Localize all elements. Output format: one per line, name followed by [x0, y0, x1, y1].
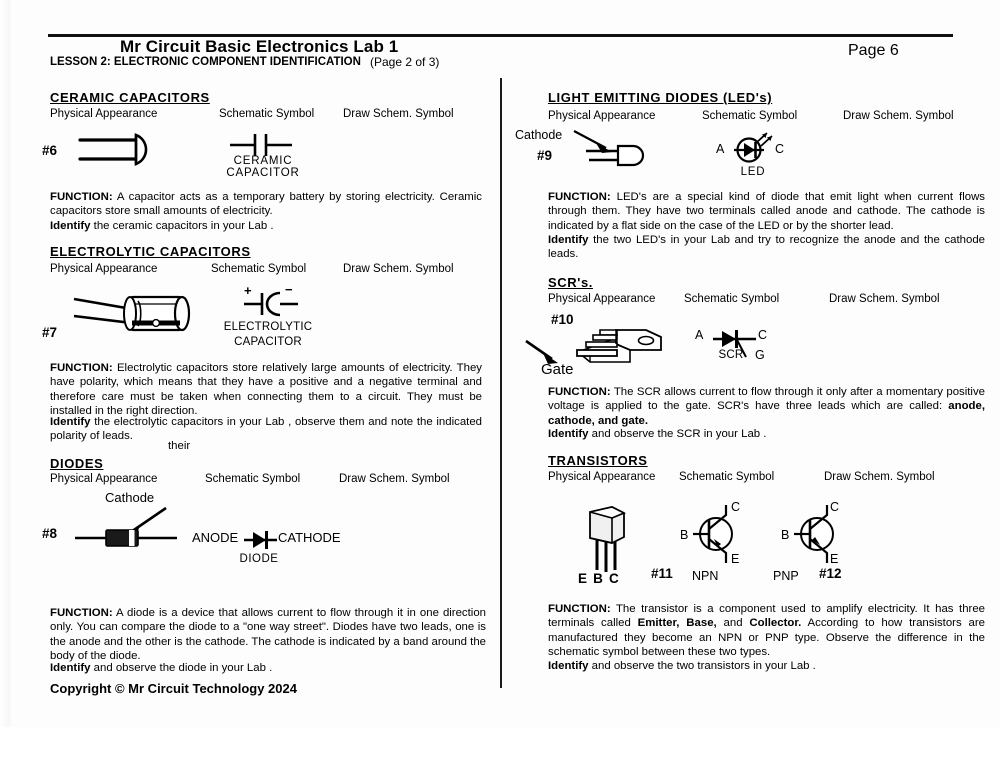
diode-symbol-caption: DIODE — [239, 553, 279, 565]
led-identify-label: Identify — [548, 234, 589, 246]
lesson-subtitle: LESSON 2: ELECTRONIC COMPONENT IDENTIFICATION — [50, 56, 361, 68]
ceramic-symbol-caption-line2: CAPACITOR — [226, 167, 300, 179]
electrolytic-identify-text: the electrolytic capacitors in your Lab , observe them and note the indicated polarity of leads. — [50, 416, 482, 443]
colhdr-schematic-ceramic: Schematic Symbol — [219, 108, 315, 120]
page-title: Mr Circuit Basic Electronics Lab 1 — [120, 37, 399, 56]
scr-identify-paragraph — [548, 427, 985, 441]
electrolytic-stray-word-their: their — [168, 440, 191, 452]
pnp-base-pin-label: B — [781, 528, 790, 542]
colhdr-schematic-scr: Schematic Symbol — [684, 293, 780, 305]
pnp-type-label: PNP — [773, 569, 799, 583]
pnp-transistor-symbol — [793, 503, 841, 565]
scr-gate-pin-label: G — [755, 348, 765, 362]
electrolytic-symbol-caption-line2: CAPACITOR — [234, 336, 302, 348]
electrolytic-symbol-caption-line1: ELECTROLYTIC — [223, 321, 313, 333]
section-title-electrolytic-capacitors: ELECTROLYTIC CAPACITORS — [50, 244, 251, 259]
ceramic-identify-text: the ceramic capacitors in your Lab . — [90, 220, 274, 232]
colhdr-physical-transistors: Physical Appearance — [548, 471, 656, 483]
section-title-diodes: DIODES — [50, 456, 104, 471]
diode-identify-paragraph — [50, 661, 486, 675]
ceramic-function-paragraph — [50, 190, 482, 219]
scr-identify-text: and observe the SCR in your Lab . — [588, 428, 767, 440]
transistor-identify-paragraph — [548, 659, 985, 673]
scr-function-label: FUNCTION: — [548, 386, 611, 398]
led-identify-paragraph — [548, 233, 985, 262]
transistor-function-text-a: The transistor is a component used to amplify electricity. It has three terminals called — [548, 603, 985, 630]
electrolytic-plus-sign: + — [244, 283, 252, 298]
transistor-identify-label: Identify — [548, 660, 589, 672]
led-anode-pin-label: A — [716, 142, 725, 156]
transistor-function-paragraph — [548, 602, 985, 659]
colhdr-draw-scr: Draw Schem. Symbol — [829, 293, 940, 305]
diode-drawing — [73, 527, 181, 549]
scr-drawing — [560, 326, 664, 368]
led-function-paragraph — [548, 190, 985, 233]
page-of-label: (Page 2 of 3) — [370, 55, 440, 69]
pnp-collector-pin-label: C — [830, 500, 840, 514]
diode-function-paragraph — [50, 606, 486, 663]
transistor-package-drawing — [578, 504, 636, 576]
section-title-leds: LIGHT EMITTING DIODES (LED's) — [548, 90, 773, 105]
led-symbol-caption: LED — [740, 166, 766, 178]
pnp-emitter-pin-label: E — [830, 552, 839, 566]
item-number-9: #9 — [537, 148, 553, 163]
copyright-notice: Copyright © Mr Circuit Technology 2024 — [50, 681, 297, 696]
scr-gate-callout: Gate — [541, 361, 574, 378]
colhdr-physical-electrolytic: Physical Appearance — [50, 263, 158, 275]
colhdr-schematic-leds: Schematic Symbol — [702, 110, 798, 122]
scr-function-text: The SCR allows current to flow through it only after a momentary positive voltage is applied to the gate. SCR's have three leads which are called: — [548, 386, 985, 413]
electrolytic-capacitor-drawing — [72, 290, 194, 338]
colhdr-draw-diodes: Draw Schem. Symbol — [339, 473, 450, 485]
transistor-function-text-b: and — [716, 617, 750, 630]
ceramic-symbol-caption-line1: CERAMIC — [233, 155, 293, 167]
diode-anode-label: ANODE — [192, 530, 239, 545]
diode-function-text: A diode is a device that allows current to flow through it in one direction only. You can compare the diode to a "one way street". Diodes have two leads, one is the anode and the other is the cathode. The cathode is indicated by a band around the body of the diode. — [50, 607, 486, 662]
transistor-function-label: FUNCTION: — [548, 603, 611, 615]
led-identify-text: the two LED's in your Lab and try to recognize the anode and the cathode leads. — [548, 234, 985, 261]
scan-edge-bottom — [0, 727, 1000, 773]
electrolytic-function-text: Electrolytic capacitors store relatively large amounts of electricity. They have polarity, which means that they have a positive and a negative terminal and therefore care must be taken when connecting them to a circuit. They must be installed in the right direction. — [50, 362, 482, 417]
npn-emitter-pin-label: E — [731, 552, 740, 566]
diode-symbol — [243, 529, 279, 551]
scr-function-bold-tail: anode, cathode, and gate. — [548, 400, 985, 427]
scan-edge-left — [0, 0, 14, 773]
colhdr-physical-diodes: Physical Appearance — [50, 473, 158, 485]
transistor-identify-text: and observe the two transistors in your Lab . — [588, 660, 816, 672]
scr-identify-label: Identify — [548, 428, 589, 440]
diode-identify-label: Identify — [50, 662, 91, 674]
ceramic-capacitor-drawing — [78, 131, 173, 169]
transistor-pinout-label: E B C — [578, 571, 621, 586]
electrolytic-minus-sign: − — [285, 282, 293, 297]
section-title-transistors: TRANSISTORS — [548, 453, 648, 468]
electrolytic-identify-label: Identify — [50, 416, 91, 428]
item-number-7: #7 — [42, 325, 58, 340]
item-number-8: #8 — [42, 526, 58, 541]
transistor-function-text-c: According to how transistors are manufactured they become an NPN or PNP type. Observe the difference in the schematic symbol between these two types. — [548, 617, 985, 658]
colhdr-draw-electrolytic: Draw Schem. Symbol — [343, 263, 454, 275]
colhdr-physical-scr: Physical Appearance — [548, 293, 656, 305]
led-drawing — [585, 143, 649, 168]
scr-cathode-pin-label: C — [758, 328, 768, 342]
electrolytic-identify-paragraph — [50, 415, 482, 444]
colhdr-physical-leds: Physical Appearance — [548, 110, 656, 122]
section-title-scr: SCR's. — [548, 275, 593, 290]
page-number: Page 6 — [848, 42, 899, 59]
npn-collector-pin-label: C — [731, 500, 741, 514]
transistor-function-bold-terms: Emitter, Base, — [637, 617, 717, 630]
diode-function-label: FUNCTION: — [50, 607, 113, 619]
transistor-function-bold-term2: Collector. — [749, 617, 802, 630]
item-number-11: #11 — [651, 566, 673, 581]
colhdr-draw-ceramic: Draw Schem. Symbol — [343, 108, 454, 120]
ceramic-identify-label: Identify — [50, 220, 91, 232]
ceramic-identify-paragraph — [50, 219, 482, 233]
item-number-6: #6 — [42, 143, 58, 158]
colhdr-draw-transistors: Draw Schem. Symbol — [824, 471, 935, 483]
led-function-label: FUNCTION: — [548, 191, 611, 203]
led-function-text: LED's are a special kind of diode that emit light when current flows through them. They have two terminals called anode and cathode. The cathode is indicated by a flat side on the case of the LED or by the shorter lead. — [548, 191, 985, 232]
electrolytic-function-paragraph — [50, 361, 482, 418]
diode-cathode-label: CATHODE — [278, 530, 341, 545]
led-symbol — [731, 131, 777, 165]
colhdr-draw-leds: Draw Schem. Symbol — [843, 110, 954, 122]
npn-type-label: NPN — [692, 569, 719, 583]
scr-anode-pin-label: A — [695, 328, 704, 342]
item-number-10: #10 — [551, 312, 574, 327]
scr-function-paragraph — [548, 385, 985, 428]
electrolytic-function-label: FUNCTION: — [50, 362, 113, 374]
npn-transistor-symbol — [692, 503, 740, 565]
diode-identify-text: and observe the diode in your Lab . — [90, 662, 273, 674]
led-cathode-pin-label: C — [775, 142, 785, 156]
colhdr-schematic-diodes: Schematic Symbol — [205, 473, 301, 485]
diode-cathode-callout: Cathode — [105, 490, 155, 505]
item-number-12: #12 — [819, 566, 842, 581]
led-cathode-callout: Cathode — [515, 128, 563, 142]
section-title-ceramic-capacitors: CERAMIC CAPACITORS — [50, 90, 210, 105]
column-divider — [500, 78, 502, 688]
ceramic-function-text: A capacitor acts as a temporary battery by storing electricity. Ceramic capacitors store small amounts of electricity. — [50, 191, 482, 218]
colhdr-schematic-electrolytic: Schematic Symbol — [211, 263, 307, 275]
scr-symbol-caption: SCR — [718, 349, 744, 361]
npn-base-pin-label: B — [680, 528, 689, 542]
ceramic-function-label: FUNCTION: — [50, 191, 113, 203]
colhdr-physical-ceramic: Physical Appearance — [50, 108, 158, 120]
colhdr-schematic-transistors: Schematic Symbol — [679, 471, 775, 483]
